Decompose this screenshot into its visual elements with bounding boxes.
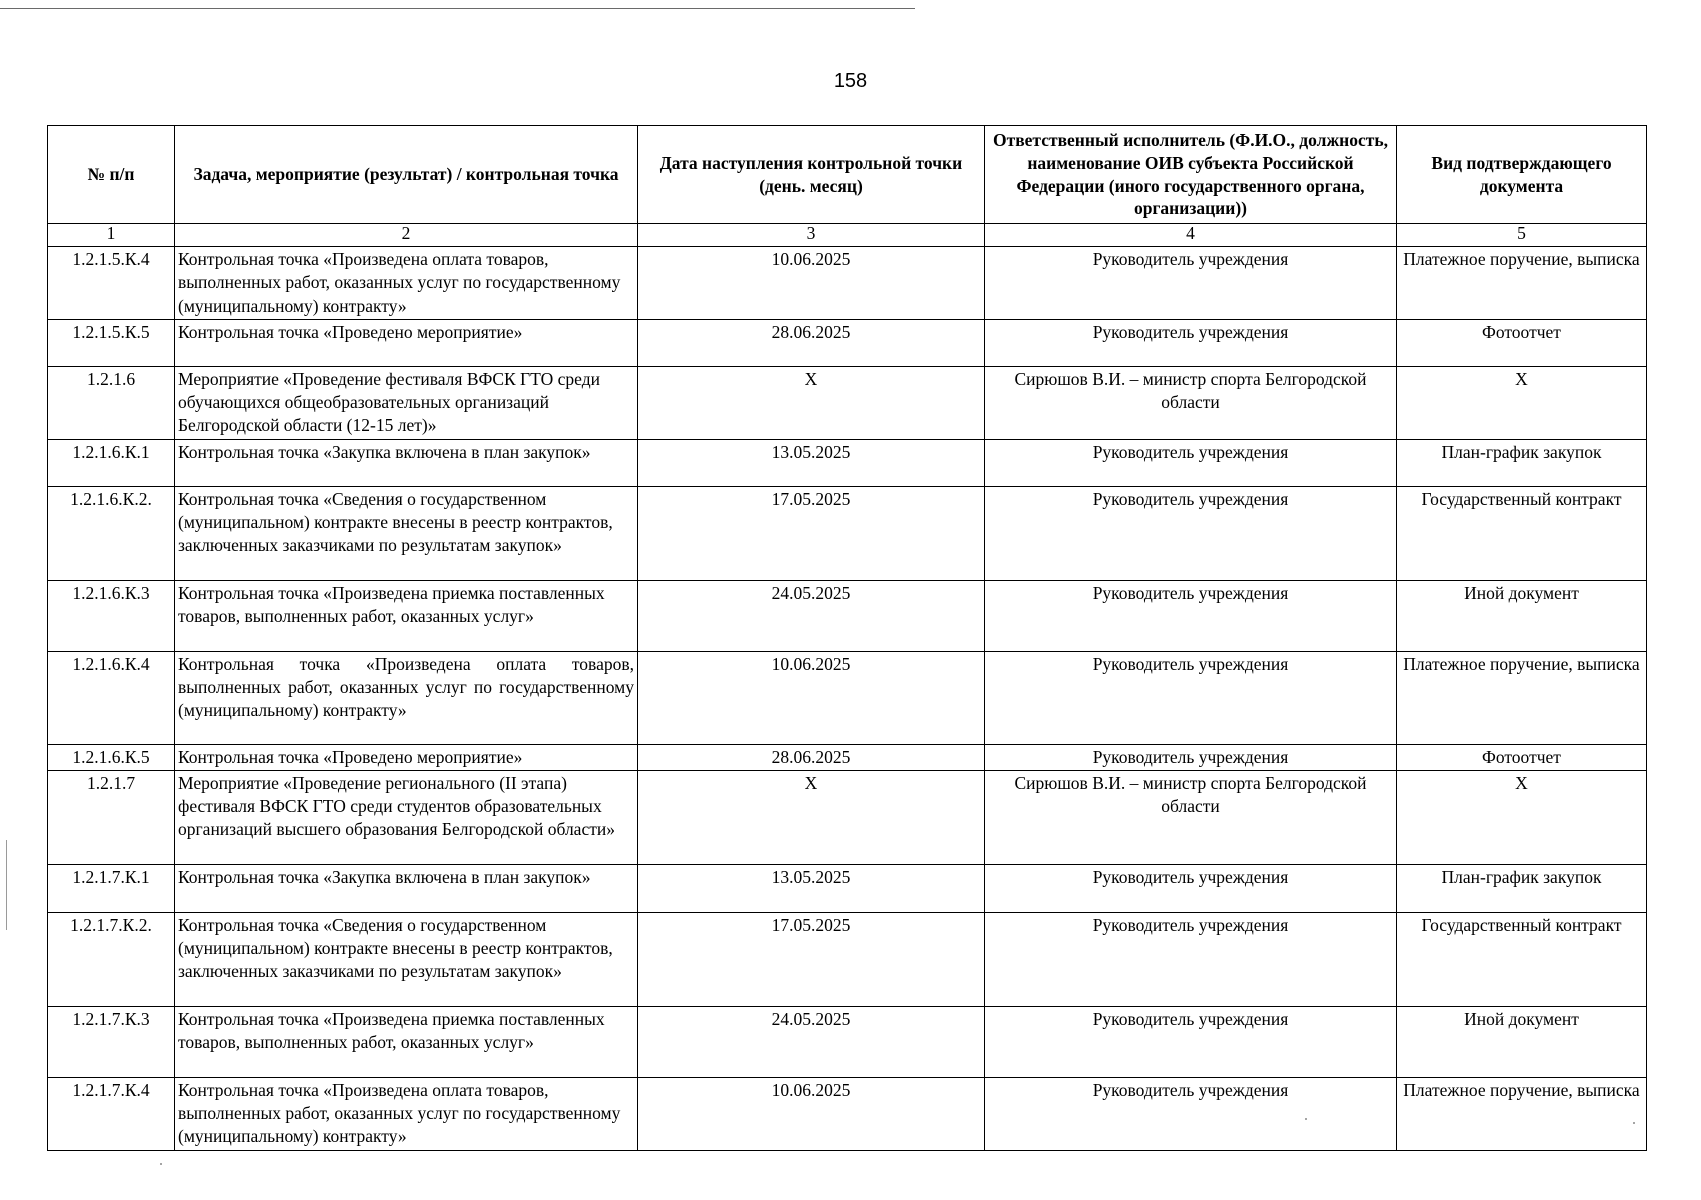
row-date: 10.06.2025 (638, 1077, 985, 1150)
row-number: 1.2.1.6.К.5 (48, 744, 175, 770)
row-task: Контрольная точка «Проведено мероприятие» (175, 744, 638, 770)
row-date: X (638, 770, 985, 864)
row-number: 1.2.1.7.К.2. (48, 912, 175, 1006)
row-responsible: Руководитель учреждения (985, 744, 1397, 770)
header-doc: Вид подтверждающего документа (1397, 126, 1647, 224)
row-number: 1.2.1.5.К.4 (48, 247, 175, 320)
row-responsible: Руководитель учреждения (985, 319, 1397, 366)
table-row (48, 744, 1647, 770)
row-task: Контрольная точка «Произведена приемка поставленных товаров, выполненных работ, оказанных услуг» (175, 580, 638, 651)
row-responsible: Руководитель учреждения (985, 864, 1397, 912)
row-responsible: Руководитель учреждения (985, 912, 1397, 1006)
row-task: Мероприятие «Проведение регионального (II этапа) фестиваля ВФСК ГТО среди студентов образовательных организаций высшего образования Белгородской области» (175, 770, 638, 864)
row-responsible: Сирюшов В.И. – министр спорта Белгородской области (985, 770, 1397, 864)
row-number: 1.2.1.6 (48, 366, 175, 439)
row-number: 1.2.1.7.К.4 (48, 1077, 175, 1150)
row-number: 1.2.1.7 (48, 770, 175, 864)
header-date: Дата наступления контрольной точки (день. месяц) (638, 126, 985, 224)
row-date: 28.06.2025 (638, 319, 985, 366)
row-document: Фотоотчет (1397, 319, 1647, 366)
row-document: Платежное поручение, выписка (1397, 247, 1647, 320)
scan-edge-line (0, 8, 915, 9)
scan-speck (160, 1163, 162, 1165)
row-document: X (1397, 366, 1647, 439)
header-task: Задача, мероприятие (результат) / контрольная точка (175, 126, 638, 224)
row-document: Платежное поручение, выписка (1397, 1077, 1647, 1150)
page-number: 158 (833, 70, 868, 92)
table-row (48, 486, 1647, 580)
row-number: 1.2.1.5.К.5 (48, 319, 175, 366)
table-row (48, 319, 1647, 366)
table-row (48, 912, 1647, 1006)
row-task: Контрольная точка «Закупка включена в план закупок» (175, 864, 638, 912)
table-row (48, 651, 1647, 744)
row-number: 1.2.1.6.К.4 (48, 651, 175, 744)
row-document: План-график закупок (1397, 439, 1647, 486)
row-document: X (1397, 770, 1647, 864)
row-task: Контрольная точка «Произведена оплата товаров, выполненных работ, оказанных услуг по государственному (муниципальному) контракту» (175, 1077, 638, 1150)
row-document: План-график закупок (1397, 864, 1647, 912)
row-responsible: Руководитель учреждения (985, 1006, 1397, 1077)
column-numbers-row (48, 224, 1647, 247)
row-responsible: Руководитель учреждения (985, 486, 1397, 580)
row-task: Контрольная точка «Произведена оплата товаров, выполненных работ, оказанных услуг по государственному (муниципальному) контракту» (175, 651, 638, 744)
row-task: Контрольная точка «Произведена оплата товаров, выполненных работ, оказанных услуг по государственному (муниципальному) контракту» (175, 247, 638, 320)
row-date: 13.05.2025 (638, 439, 985, 486)
row-responsible: Руководитель учреждения (985, 651, 1397, 744)
table-row (48, 864, 1647, 912)
row-document: Государственный контракт (1397, 486, 1647, 580)
scan-speck (1305, 1118, 1307, 1120)
row-responsible: Руководитель учреждения (985, 580, 1397, 651)
column-number: 2 (175, 224, 638, 247)
row-date: 28.06.2025 (638, 744, 985, 770)
column-number: 4 (985, 224, 1397, 247)
row-task: Контрольная точка «Закупка включена в план закупок» (175, 439, 638, 486)
column-number: 3 (638, 224, 985, 247)
table-row (48, 247, 1647, 320)
column-number: 1 (48, 224, 175, 247)
row-number: 1.2.1.7.К.3 (48, 1006, 175, 1077)
row-date: 17.05.2025 (638, 912, 985, 1006)
row-number: 1.2.1.6.К.3 (48, 580, 175, 651)
row-responsible: Сирюшов В.И. – министр спорта Белгородской области (985, 366, 1397, 439)
row-date: 24.05.2025 (638, 580, 985, 651)
row-responsible: Руководитель учреждения (985, 1077, 1397, 1150)
scan-edge-mark (6, 840, 7, 930)
row-task: Контрольная точка «Произведена приемка поставленных товаров, выполненных работ, оказанных услуг» (175, 1006, 638, 1077)
row-date: 10.06.2025 (638, 651, 985, 744)
row-responsible: Руководитель учреждения (985, 247, 1397, 320)
header-num: № п/п (48, 126, 175, 224)
header-responsible: Ответственный исполнитель (Ф.И.О., должность, наименование ОИВ субъекта Российской Федерации (иного государственного органа, организации)) (985, 126, 1397, 224)
row-document: Иной документ (1397, 580, 1647, 651)
row-date: 13.05.2025 (638, 864, 985, 912)
table-row (48, 439, 1647, 486)
row-date: X (638, 366, 985, 439)
row-task: Контрольная точка «Проведено мероприятие» (175, 319, 638, 366)
row-task: Контрольная точка «Сведения о государственном (муниципальном) контракте внесены в реестр контрактов, заключенных заказчиками по результатам закупок» (175, 486, 638, 580)
control-points-table (47, 125, 1647, 1151)
table-row (48, 770, 1647, 864)
scan-speck (1633, 1122, 1635, 1124)
row-number: 1.2.1.6.К.2. (48, 486, 175, 580)
column-number: 5 (1397, 224, 1647, 247)
row-number: 1.2.1.6.К.1 (48, 439, 175, 486)
table-row (48, 366, 1647, 439)
table-row (48, 1077, 1647, 1150)
row-document: Государственный контракт (1397, 912, 1647, 1006)
table-row (48, 580, 1647, 651)
row-task: Мероприятие «Проведение фестиваля ВФСК ГТО среди обучающихся общеобразовательных организаций Белгородской области (12-15 лет)» (175, 366, 638, 439)
table-row (48, 1006, 1647, 1077)
row-responsible: Руководитель учреждения (985, 439, 1397, 486)
header-row (48, 126, 1647, 224)
row-document: Платежное поручение, выписка (1397, 651, 1647, 744)
row-document: Иной документ (1397, 1006, 1647, 1077)
row-number: 1.2.1.7.К.1 (48, 864, 175, 912)
row-date: 24.05.2025 (638, 1006, 985, 1077)
row-document: Фотоотчет (1397, 744, 1647, 770)
row-task: Контрольная точка «Сведения о государственном (муниципальном) контракте внесены в реестр контрактов, заключенных заказчиками по результатам закупок» (175, 912, 638, 1006)
row-date: 10.06.2025 (638, 247, 985, 320)
row-date: 17.05.2025 (638, 486, 985, 580)
